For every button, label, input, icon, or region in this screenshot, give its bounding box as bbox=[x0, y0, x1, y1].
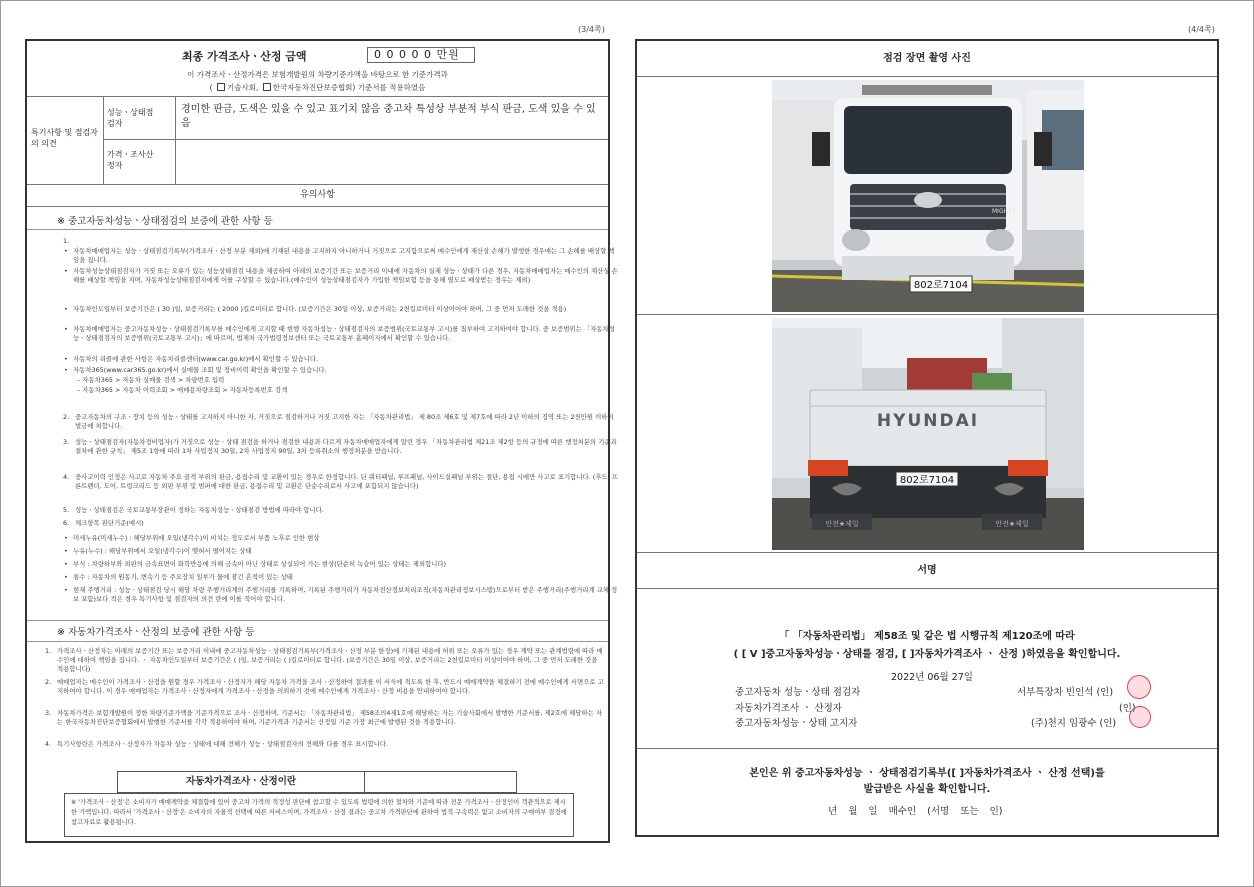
numbered-list: 2. 중고자동차의 구조ㆍ장치 등의 성능ㆍ상태를 고지하지 아니한 자, 거짓으로 점검하거나 거짓 고지한 자는 「자동차관리법」 제 80조 제6호 및 제7호에 따라 2년 이하의 징역 또는 2천만원 이하의 벌금에 처합니다. 3. 성능ㆍ상태점검자(자동차정비업자)가 거짓으로 성능ㆍ상태 점검을 하거나 점검한 내용과 다르게 자동차매매업자에게 알린 경우 「자동차관리법 제21조 제2항 등의 규정에 따른 행정처분의 기준과 절차에 관한 규칙」 제5조 1항에 따라 1차 사업정지 30일, 2차 사업정지 90일, 3차 등록취소의 행정처분을 받습니다. 4. 중사고이력 인정은 사고로 자동차 주요 골격 부위의 판금, 용접수리 및 교환이 있는 경우로 한정합니다. 단 쿼터패널, 루프패널, 사이드실패널 부위는 절단, 용접 시에만 사고로 표기합니다. (후드, 프론트펜더, 도어, 트렁크리드 등 외판 부위 및 범퍼에 대한 판금, 용접수리 및 교환은 단순수리로서 사고에 포함되지 않습니다) 5. 성능ㆍ상태점검은 국토교통부장관이 정하는 자동차성능ㆍ상태점검 방법에 따라야 합니다. 6. 체크항목 판단기준(예시) bbox=[63, 413, 618, 527]
numbered-text: 성능ㆍ상태점검자(자동차정비업자)가 거짓으로 성능ㆍ상태 점검을 하거나 점검한 내용과 다르게 자동차매매업자에게 알린 경우 「자동차관리법 제21조 제2항 등의 규정에 따른 행정처분의 기준과 절차에 관한 규칙」 제5조 1항에 따라 1차 사업정지 30일, 2차 사업정지 90일, 3차 등록취소의 행정처분을 받습니다. bbox=[75, 438, 617, 456]
signer-name: 서부특장차 빈인석 (인) bbox=[1017, 687, 1114, 698]
inspection-check-line: ( [ V ]중고자동차성능ㆍ상태를 점검, [ ]자동차가격조사 ㆍ 산정 )하였음을 확인합니다. bbox=[733, 649, 1121, 660]
numbered-text: 체크항목 판단기준(예시) bbox=[75, 519, 144, 527]
mudflap-text-right: 안전★제일 bbox=[995, 520, 1029, 528]
seal-stamp-icon bbox=[1127, 675, 1151, 699]
section-performance-heading: ※ 중고자동차성능ㆍ상태점검의 보증에 관한 사항 등 bbox=[57, 216, 273, 227]
item-number: 1. bbox=[63, 237, 70, 245]
dash-line: – 자동차365 > 자동차 이력조회 > 매매용차량조회 > 자동차등록번호 검색 bbox=[77, 386, 288, 394]
performance-inspector-label: 성능ㆍ상태점검자 bbox=[107, 108, 154, 128]
photo-cell-front bbox=[637, 77, 1217, 315]
buyer-sign-row[interactable]: 년 월 일 매수인 (서명 또는 인) bbox=[828, 806, 1003, 817]
final-amount-note-2: ( 기술사회, 한국자동차진단보증협회) 기준서를 적용하였음 bbox=[209, 83, 426, 92]
price-assessor-label: 가격ㆍ조사산정자 bbox=[107, 150, 154, 170]
checkbox-diagnosis-association[interactable] bbox=[263, 83, 271, 91]
divider bbox=[103, 139, 608, 140]
photo-cell-rear bbox=[637, 315, 1217, 553]
bullet-text: 자동차인도일부터 보증기간은 ( 30 )일, 보증거리는 ( 2000 )킬로미터로 합니다. (보증기간은 30일 이상, 보증거리는 2천킬로미터 이상이어야 하며, 그 중 먼저 도래한 것을 적용) bbox=[73, 305, 567, 313]
inspector-opinion-text: 경미한 판금, 도색은 있을 수 있고 표기치 않음 중고차 특성상 부분적 부식 판금, 도색 있을 수 있음 bbox=[181, 104, 596, 129]
notice-title: 유의사항 bbox=[27, 185, 608, 207]
final-amount-title: 최종 가격조사ㆍ산정 금액 bbox=[182, 50, 307, 63]
definition-text: ※ '가격조사ㆍ산정'은 소비자가 매매계약을 체결함에 있어 중고차 가격의 적정성 판단에 참고할 수 있도록 법령에 의한 절차와 기준에 따라 전문 가격조사ㆍ산정인이 객관적으로 제시한 가액입니다. 따라서 '가격조사ㆍ산정'은 소비자의 자율적 선택에 따른 서비스이며, 가격조사ㆍ산정 결과는 중고차 가격판단에 관하여 법적 구속력은 없고 소비자의 구매여부 결정에 참고자료로 활용됩니다. bbox=[64, 793, 574, 837]
criteria-text: 부식 : 차량하부와 외판의 금속표면이 화학반응에 의해 금속이 아닌 상태로 상실되어 가는 현상(단순히 녹슬어 있는 상태는 제외합니다) bbox=[73, 560, 446, 568]
numbered-text: 성능ㆍ상태점검은 국토교통부장관이 정하는 자동차성능ㆍ상태점검 방법에 따라야 합니다. bbox=[75, 506, 324, 514]
divider bbox=[27, 229, 608, 230]
divider bbox=[27, 620, 608, 621]
signer-role: 자동차가격조사 ㆍ 산정자 bbox=[735, 703, 842, 714]
buyer-confirm-line-2: 발급받은 사실을 확인합니다. bbox=[863, 784, 991, 795]
checkbox-engineers-society[interactable] bbox=[217, 83, 225, 91]
final-amount-field[interactable]: 0 0 0 0 0 만원 bbox=[367, 47, 475, 63]
divider bbox=[27, 641, 608, 642]
page-number-right: (4/4쪽) bbox=[1188, 25, 1215, 34]
bullet-text: 자동차의 리콜에 관한 사항은 자동차리콜센터(www.car.go.kr)에서 확인할 수 있습니다. bbox=[73, 355, 319, 363]
plate-text-rear: 802로7104 bbox=[899, 475, 955, 486]
divider bbox=[175, 97, 176, 185]
bullet-text: 자동차365(www.car365.go.kr)에서 실매물 조회 및 정비이력 확인을 확인할 수 있습니다. bbox=[73, 366, 327, 374]
criteria-text: 현재 주행거리 : 성능ㆍ상태점검 당시 해당 차량 주행거리계의 주행거리를 기록하며, 기록된 주행거리가 자동차전산정보처리조직(자동차관리정보시스템)으로부터 받은 주행거리(주행거리계 교체 정보 포함)보다 적은 경우 특기사항 및 점검자의 의견 란에 이를 적어야 합니다. bbox=[73, 586, 618, 604]
truck-rear-photo bbox=[772, 318, 1084, 550]
price-numbered-list: 1. 가격조사ㆍ산정자는 아래의 보증기간 또는 보증거리 이내에 중고자동차성능ㆍ상태점검기록부(가격조사ㆍ산정 부분 한정)에 기재된 내용에 허위 또는 오류가 있는 경우 계약 또는 관계법령에 따라 매수인에 대하여 책임을 집니다. ㆍ 자동차인도일부터 보증기간은 ( )일, 보증거리는 ( )킬로미터로 합니다. (보증기간은 30일 이상, 보증거리는 2천킬로미터 이상이어야 하며, 그 중 먼저 도래한 것을 적용합니다) 2. 매매업자는 매수인이 가격조사ㆍ산정을 원할 경우 가격조사ㆍ산정자가 해당 자동차 가격을 조사ㆍ산정하여 결과를 이 서식에 적도록 한 후, 반드시 매매계약을 체결하기 전에 매수인에게 서면으로 고지하여야 합니다. 이 경우 매매업자는 가격조사ㆍ산정자에게 가격조사ㆍ산정을 의뢰하기 전에 매수인에게 가격조사ㆍ산정 비용을 안내하여야 합니다. 3. 자동차가격은 보험개발원이 정한 차량기준가액을 기준가격으로 조사ㆍ산정하며, 기준서는 「자동차관리법」 제58조의4제1호에 해당하는 자는 기술사회에서 발행한 기준서를, 제2호에 해당하는 자는 한국자동차진단보증협회에서 발행한 기준서를 각각 적용하여야 하며, 기준가격과 기준서는 산정일 기준 가장 최근에 발행된 것을 적용합니다. 4. 특기사항란은 가격조사ㆍ산정자가 자동차 성능ㆍ상태에 대해 견해가 성능ㆍ상태점검자의 견해와 다를 경우 표시합니다. bbox=[45, 647, 604, 748]
numbered-text: 자동차가격은 보험개발원이 정한 차량기준가액을 기준가격으로 조사ㆍ산정하며, 기준서는 「자동차관리법」 제58조의4제1호에 해당하는 자는 기술사회에서 발행한 기준서를, 제2호에 해당하는 자는 한국자동차진단보증협회에서 발행한 기준서를 각각 적용하여야 하며, 기준가격과 기준서는 산정일 기준 가장 최근에 발행된 것을 적용합니다. bbox=[57, 709, 603, 727]
bullet-text: 자동차성능상태점검자가 거짓 또는 오류가 있는 성능상태점검 내용을 제공하여 아래의 보증기간 또는 보증거리 이내에 자동차의 실제 성능ㆍ상태가 다른 경우, 자동차매매업자는 매수인의 재산상 손해를 배상할 책임을 지며, 자동차성능상태점검자에게 이를 구상할 수 있습니다.(매수인이 성능상태점검자가 가입한 책임보험 등을 통해 별도로 배상받는 경우는 제외) bbox=[73, 267, 618, 285]
plate-text-front: 802로7104 bbox=[913, 280, 969, 291]
left-page bbox=[25, 39, 618, 843]
right-page bbox=[635, 39, 1219, 837]
signature-area bbox=[637, 589, 1217, 749]
definition-title-row bbox=[117, 771, 517, 793]
numbered-text: 중사고이력 인정은 사고로 자동차 주요 골격 부위의 판금, 용접수리 및 교환이 있는 경우로 한정합니다. 단 쿼터패널, 루프패널, 사이드실패널 부위는 절단, 용접 시에만 사고로 표기합니다. (후드, 프론트펜더, 도어, 트렁크리드 등 외판 부위 및 범퍼에 대한 판금, 용접수리 및 교환은 단순수리로서 사고에 포함되지 않습니다) bbox=[75, 473, 618, 491]
mudflap-text-left: 안전★제일 bbox=[825, 520, 859, 528]
special-notes-row bbox=[27, 97, 608, 185]
signer-name: (주)천지 임광수 (인) bbox=[1031, 718, 1117, 729]
photo-section-title: 점검 장면 촬영 사진 bbox=[637, 41, 1217, 77]
law-basis-line: 「 「자동차관리법」 제58조 및 같은 법 시행규칙 제120조에 따라 bbox=[779, 631, 1075, 642]
final-amount-note-1: 이 가격조사ㆍ산정가격은 보험개발원의 차량기준가액을 바탕으로 한 기준가격과 bbox=[187, 70, 448, 79]
section-price-heading: ※ 자동차가격조사ㆍ산정의 보증에 관한 사항 등 bbox=[57, 627, 255, 638]
bullet-text: 자동차매매업자는 중고자동차성능ㆍ상태점검기록부를 매수인에게 고지할 때 현행 자동차성능ㆍ상태점검자의 보증범위(국토교통부 고시)를 첨부하여 고지하여야 합니다. 중 보증범위는 「자동차성능ㆍ상태점검자의 보증범위(국토교통부 고시)」에 따르며, 법제처 국가법령정보센터 또는 국토교통부 홈페이지에서 확인할 수 있습니다. bbox=[73, 325, 615, 343]
signer-role: 중고자동차 성능ㆍ상태 점검자 bbox=[735, 687, 861, 698]
bullet-list: • 자동차매매업자는 성능ㆍ상태점검기록부(가격조사ㆍ산정 부분 제외)에 기재된 내용을 고지하지 아니하거나 거짓으로 고지함으로써 매수인에게 재산상 손해가 발생한 경우에는 그 손해를 배상할 책임을 집니다. • 자동차성능상태점검자가 거짓 또는 오류가 있는 성능상태점검 내용을 제공하여 아래의 보증기간 또는 보증거리 이내에 자동차의 실제 성능ㆍ상태가 다른 경우, 자동차매매업자는 매수인의 재산상 손해를 배상할 책임을 지며, 자동차성능상태점검자에게 이를 구상할 수 있습니다.(매수인이 성능상태점검자가 가입한 책임보험 등을 통해 별도로 배상받는 경우는 제외) • 자동차인도일부터 보증기간은 ( 30 )일, 보증거리는 ( 2000 )킬로미터로 합니다. (보증기간은 30일 이상, 보증거리는 2천킬로미터 이상이어야 하며, 그 중 먼저 도래한 것을 적용) • 자동차매매업자는 중고자동차성능ㆍ상태점검기록부를 매수인에게 고지할 때 현행 자동차성능ㆍ상태점검자의 보증범위(국토교통부 고시)를 첨부하여 고지하여야 합니다. 중 보증범위는 「자동차성능ㆍ상태점검자의 보증범위(국토교통부 고시)」에 따르며, 법제처 국가법령정보센터 또는 국토교통부 홈페이지에서 확인할 수 있습니다. • 자동차의 리콜에 관한 사항은 자동차리콜센터(www.car.go.kr)에서 확인할 수 있습니다. • 자동차365(www.car365.go.kr)에서 실매물 조회 및 정비이력 확인을 확인할 수 있습니다. – 자동차365 > 자동차 실매물 검색 > 차량번호 입력 – 자동차365 > 자동차 이력조회 > 매매용차량조회 > 자동차등록번호 검색 bbox=[64, 247, 618, 394]
special-notes-label: 특기사항 및 점검자의 의견 bbox=[31, 128, 98, 148]
signature-date: 2022년 06월 27일 bbox=[891, 672, 973, 683]
dash-line: – 자동차365 > 자동차 실매물 검색 > 차량번호 입력 bbox=[77, 376, 225, 384]
bullet-text: 자동차매매업자는 성능ㆍ상태점검기록부(가격조사ㆍ산정 부분 제외)에 기재된 내용을 고지하지 아니하거나 거짓으로 고지함으로써 매수인에게 재산상 손해가 발생한 경우에는 그 손해를 배상할 책임을 집니다. bbox=[73, 247, 615, 265]
criteria-list: • 미세누유(미세누수) : 해당부위에 오일(냉각수)이 비치는 정도로서 부품 노후로 인한 현상 • 누유(누수) : 해당부위에서 오일(냉각수)이 맺혀서 떨어지는 상태 • 부식 : 차량하부와 외판의 금속표면이 화학반응에 의해 금속이 아닌 상태로 상실되어 가는 현상(단순히 녹슬어 있는 상태는 제외합니다) • 침수 : 자동차의 원동기, 변속기 등 주요장치 일부가 물에 잠긴 흔적이 있는 상태 • 현재 주행거리 : 성능ㆍ상태점검 당시 해당 차량 주행거리계의 주행거리를 기록하며, 기록된 주행거리가 자동차전산정보처리조직(자동차관리정보시스템)으로부터 받은 주행거리(주행거리계 교체 정보 포함)보다 적은 경우 특기사항 및 점검자의 의견 란에 이를 적어야 합니다. bbox=[64, 534, 618, 604]
numbered-text: 매매업자는 매수인이 가격조사ㆍ산정을 원할 경우 가격조사ㆍ산정자가 해당 자동차 가격을 조사ㆍ산정하여 결과를 이 서식에 적도록 한 후, 반드시 매매계약을 체결하기 전에 매수인에게 서면으로 고지하여야 합니다. 이 경우 매매업자는 가격조사ㆍ산정자에게 가격조사ㆍ산정을 의뢰하기 전에 매수인에게 가격조사ㆍ산정 비용을 안내하여야 합니다. bbox=[57, 678, 604, 696]
seal-stamp-icon bbox=[1129, 706, 1151, 728]
buyer-confirm-line-1: 본인은 위 중고자동차성능 ㆍ 상태점검기록부([ ]자동차가격조사 ㆍ 산정 선택)를 bbox=[749, 768, 1105, 779]
final-amount-row bbox=[27, 41, 608, 97]
definition-title: 자동차가격조사ㆍ산정이란 bbox=[118, 772, 365, 792]
truck-front-photo bbox=[772, 80, 1084, 312]
criteria-text: 미세누유(미세누수) : 해당부위에 오일(냉각수)이 비치는 정도로서 부품 노후로 인한 현상 bbox=[73, 534, 320, 542]
criteria-text: 누유(누수) : 해당부위에서 오일(냉각수)이 맺혀서 떨어지는 상태 bbox=[73, 547, 252, 555]
divider bbox=[103, 97, 104, 185]
numbered-text: 특기사항란은 가격조사ㆍ산정자가 자동차 성능ㆍ상태에 대해 견해가 성능ㆍ상태점검자의 견해와 다를 경우 표시합니다. bbox=[57, 740, 389, 748]
signer-role: 중고자동차성능ㆍ상태 고지자 bbox=[735, 718, 858, 729]
signer-name: (인) bbox=[1119, 703, 1136, 714]
page-number-left: (3/4쪽) bbox=[578, 25, 605, 34]
tailgate-brand-text: HYUNDAI bbox=[876, 411, 980, 431]
criteria-text: 침수 : 자동차의 원동기, 변속기 등 주요장치 일부가 물에 잠긴 흔적이 있는 상태 bbox=[73, 573, 293, 581]
signature-section-title: 서명 bbox=[637, 553, 1217, 589]
model-badge-text: MIGHTY bbox=[992, 208, 1016, 215]
numbered-text: 중고자동차의 구조ㆍ장치 등의 성능ㆍ상태를 고지하지 아니한 자, 거짓으로 점검하거나 거짓 고지한 자는 「자동차관리법」 제 80조 제6호 및 제7호에 따라 2년 이하의 징역 또는 2천만원 이하의 벌금에 처합니다. bbox=[75, 413, 614, 431]
numbered-text: 가격조사ㆍ산정자는 아래의 보증기간 또는 보증거리 이내에 중고자동차성능ㆍ상태점검기록부(가격조사ㆍ산정 부분 한정)에 기재된 내용에 허위 또는 오류가 있는 경우 계약 또는 관계법령에 따라 매수인에 대하여 책임을 집니다. ㆍ 자동차인도일부터 보증기간은 ( )일, 보증거리는 ( )킬로미터로 합니다. (보증기간은 30일 이상, 보증거리는 2천킬로미터 이상이어야 하며, 그 중 먼저 도래한 것을 적용합니다) bbox=[57, 647, 603, 674]
